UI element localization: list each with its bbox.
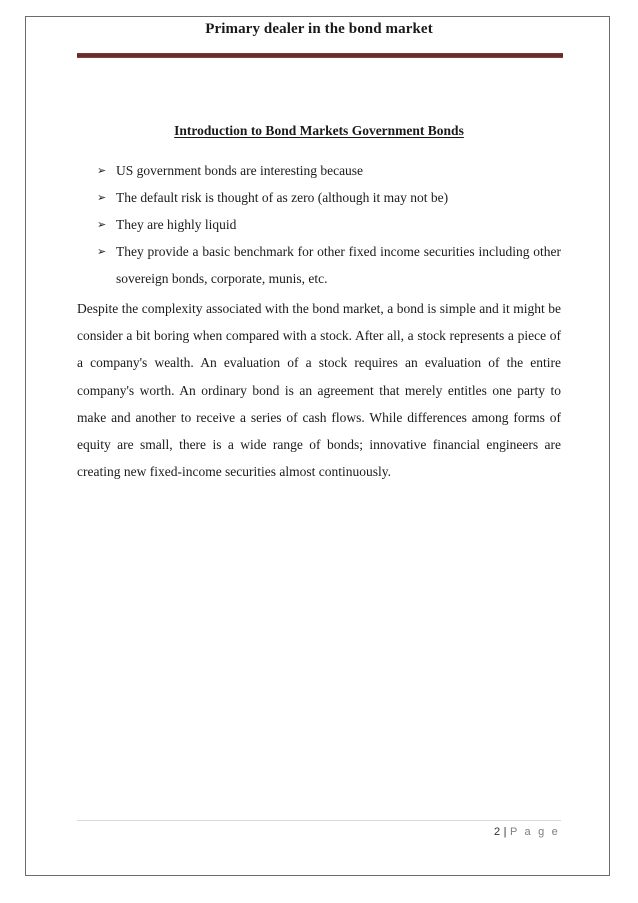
bullet-item bbox=[97, 238, 561, 292]
bullet-list bbox=[97, 157, 561, 292]
footer-rule bbox=[77, 820, 561, 821]
arrowhead-bullet-icon: ➢ bbox=[97, 164, 107, 177]
bullet-item bbox=[97, 211, 561, 238]
arrowhead-bullet-icon: ➢ bbox=[97, 245, 107, 258]
section-heading: Introduction to Bond Markets Government Bonds bbox=[174, 123, 464, 138]
arrowhead-bullet-icon: ➢ bbox=[97, 191, 107, 204]
page-header-title: Primary dealer in the bond market bbox=[205, 21, 433, 37]
bullet-item bbox=[97, 157, 561, 184]
bullet-text: They are highly liquid bbox=[116, 217, 237, 232]
body-paragraph: Despite the complexity associated with the bond market, a bond is simple and it might be consider a bit boring when compared with a stock. After all, a stock represents a piece of a company's wealth. An evaluation of a stock requires an evaluation of the entire company's worth. An ordinary bond is an agreement that merely entitles one party to make and another to receive a series of cash flows. While differences among forms of equity are small, there is a wide range of bonds; innovative financial engineers are creating new fixed-income securities almost continuously. bbox=[77, 301, 561, 480]
footer-separator: | bbox=[503, 826, 507, 838]
bullet-item bbox=[97, 184, 561, 211]
bullet-text: They provide a basic benchmark for other fixed income securities including other sovereign bonds, corporate, munis, etc. bbox=[116, 244, 561, 286]
bullet-text: US government bonds are interesting because bbox=[116, 163, 364, 178]
page-label: P a g e bbox=[509, 826, 560, 838]
page-number: 2 bbox=[494, 826, 501, 838]
arrowhead-bullet-icon: ➢ bbox=[97, 218, 107, 231]
header-rule bbox=[77, 53, 563, 58]
bullet-text: The default risk is thought of as zero (although it may not be) bbox=[116, 190, 449, 205]
page-footer bbox=[494, 826, 560, 838]
